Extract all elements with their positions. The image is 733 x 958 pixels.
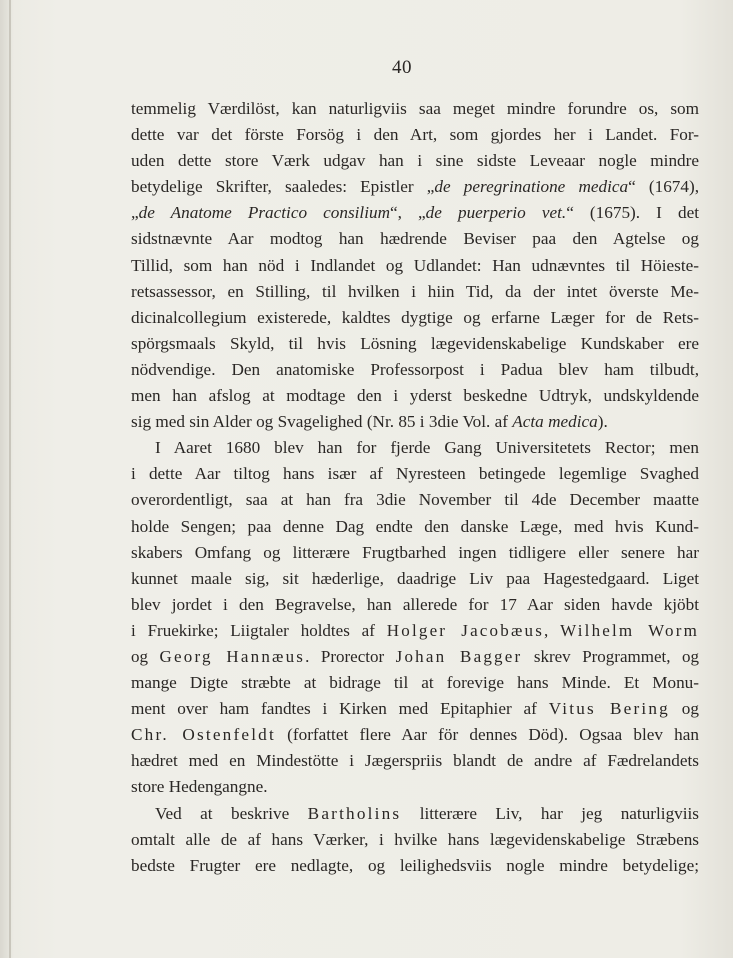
italic-title: de peregrinatione medica (434, 177, 629, 197)
text-segment: temmelig Værdilöst, kan naturligviis saa meget mindre forundre os, som (131, 99, 699, 118)
spaced-name: Chr. Ostenfeldt (131, 725, 276, 745)
text-line (131, 827, 699, 853)
italic-title: de puerperio vet. (425, 203, 567, 223)
text-line (131, 514, 699, 540)
text-segment: skabers Omfang og litterære Frugtbarhed ingen tidligere eller senere har (131, 542, 699, 562)
spaced-name: Wilhelm Worm (560, 620, 699, 640)
text-line (131, 226, 699, 252)
text-line (131, 670, 699, 696)
text-segment: skrev Programmet, og (522, 646, 699, 666)
text-segment: og (669, 699, 699, 719)
text-segment: sig med sin Alder og Svagelighed (Nr. 85 i 3die Vol. af (131, 412, 513, 432)
text-segment: retsassessor, en Stilling, til hvilken i hiin Tid, da der intet överste Me- (131, 281, 699, 301)
text-line (131, 305, 699, 331)
text-line (131, 566, 699, 592)
text-line (131, 774, 699, 800)
text-segment: ). (597, 412, 608, 432)
text-segment: „ (131, 203, 139, 223)
text-line (131, 618, 699, 644)
text-line (131, 748, 699, 774)
text-segment: i Fruekirke; Liigtaler holdtes af (131, 620, 387, 640)
italic-title: de Anatome Practico consilium (138, 203, 390, 223)
italic-title: Acta medica (512, 412, 598, 432)
text-line (131, 200, 699, 226)
text-line (131, 696, 699, 722)
binding-gutter (9, 0, 11, 958)
text-line (131, 148, 699, 174)
text-line (131, 122, 699, 148)
body-text (131, 96, 699, 879)
text-segment: Ved at beskrive (155, 803, 308, 823)
text-line (131, 592, 699, 618)
text-segment: Tillid, som han nöd i Indlandet og Udlandet: Han udnævntes til Höieste- (131, 255, 699, 275)
text-line (131, 253, 699, 279)
spaced-name: Holger Jacobæus (386, 620, 545, 640)
text-line (131, 487, 699, 513)
spaced-name: Vitus Bering (548, 699, 670, 719)
text-line (131, 853, 699, 879)
text-line (131, 383, 699, 409)
text-segment: kunnet maale sig, sit hæderlige, daadrige Liv paa Hagestedgaard. Liget (131, 568, 699, 588)
text-line (131, 174, 699, 200)
text-segment: men han afslog at modtage den i yderst beskedne Udtryk, undskyldende (131, 386, 699, 406)
text-segment: , (544, 620, 561, 640)
text-segment: omtalt alle de af hans Værker, i hvilke hans lægevidenskabelige Stræbens (131, 829, 699, 849)
text-line (131, 96, 699, 122)
spaced-name: Johan Bagger (395, 646, 523, 666)
text-segment: bedste Frugter ere nedlagte, og leilighedsviis nogle mindre betydelige; (131, 855, 699, 875)
text-segment: “, „ (389, 203, 426, 223)
page-number: 40 (392, 57, 412, 78)
text-segment: overordentligt, saa at han fra 3die November til 4de December maatte (131, 490, 699, 510)
text-segment: i dette Aar tiltog hans især af Nyresteen betingede legemlige Svaghed (131, 464, 699, 484)
text-segment: holde Sengen; paa denne Dag endte den danske Læge, med hvis Kund- (131, 516, 699, 536)
text-line (131, 331, 699, 357)
text-segment: betydelige Skrifter, saaledes: Epistler „ (131, 177, 435, 197)
text-line (131, 409, 699, 435)
text-line (131, 279, 699, 305)
text-segment: . Prorector (305, 646, 396, 666)
text-segment: og (131, 646, 160, 666)
text-line (131, 435, 699, 461)
text-segment: litterære Liv, har jeg naturligviis (401, 803, 699, 823)
text-segment: nödvendige. Den anatomiske Professorpost i Padua blev ham tilbudt, (131, 359, 699, 379)
text-line (131, 801, 699, 827)
text-line (131, 722, 699, 748)
text-line (131, 461, 699, 487)
text-line (131, 357, 699, 383)
text-segment: mange Digte stræbte at bidrage til at forevige hans Minde. Et Monu- (131, 673, 699, 693)
text-segment: sidstnævnte Aar modtog han hædrende Beviser paa den Agtelse og (131, 229, 699, 249)
text-line (131, 540, 699, 566)
text-segment: “ (1675). I det (566, 203, 699, 223)
text-segment: ment over ham fandtes i Kirken med Epitaphier af (131, 699, 549, 719)
text-segment: hædret med en Mindestötte i Jægerspriis blandt de andre af Fædrelandets (131, 751, 699, 771)
text-segment: “ (1674), (628, 177, 699, 197)
spaced-name: Bartholins (307, 803, 402, 823)
text-segment: store Hedengangne. (131, 777, 268, 797)
text-segment: dette var det förste Forsög i den Art, som gjordes her i Landet. For- (131, 125, 699, 145)
text-line (131, 644, 699, 670)
text-segment: blev jordet i den Begravelse, han allerede for 17 Aar siden havde kjöbt (131, 594, 699, 614)
text-segment: (forfattet flere Aar för dennes Död). Ogsaa blev han (275, 725, 699, 745)
text-segment: uden dette store Værk udgav han i sine sidste Leveaar nogle mindre (131, 151, 699, 171)
text-segment: spörgsmaals Skyld, til hvis Lösning lægevidenskabelige Kundskaber ere (131, 333, 699, 353)
spaced-name: Georg Hannæus (159, 646, 306, 666)
text-segment: dicinalcollegium existerede, kaldtes dygtige og erfarne Læger for de Rets- (131, 307, 699, 327)
text-segment: I Aaret 1680 blev han for fjerde Gang Universitetets Rector; men (155, 438, 699, 458)
